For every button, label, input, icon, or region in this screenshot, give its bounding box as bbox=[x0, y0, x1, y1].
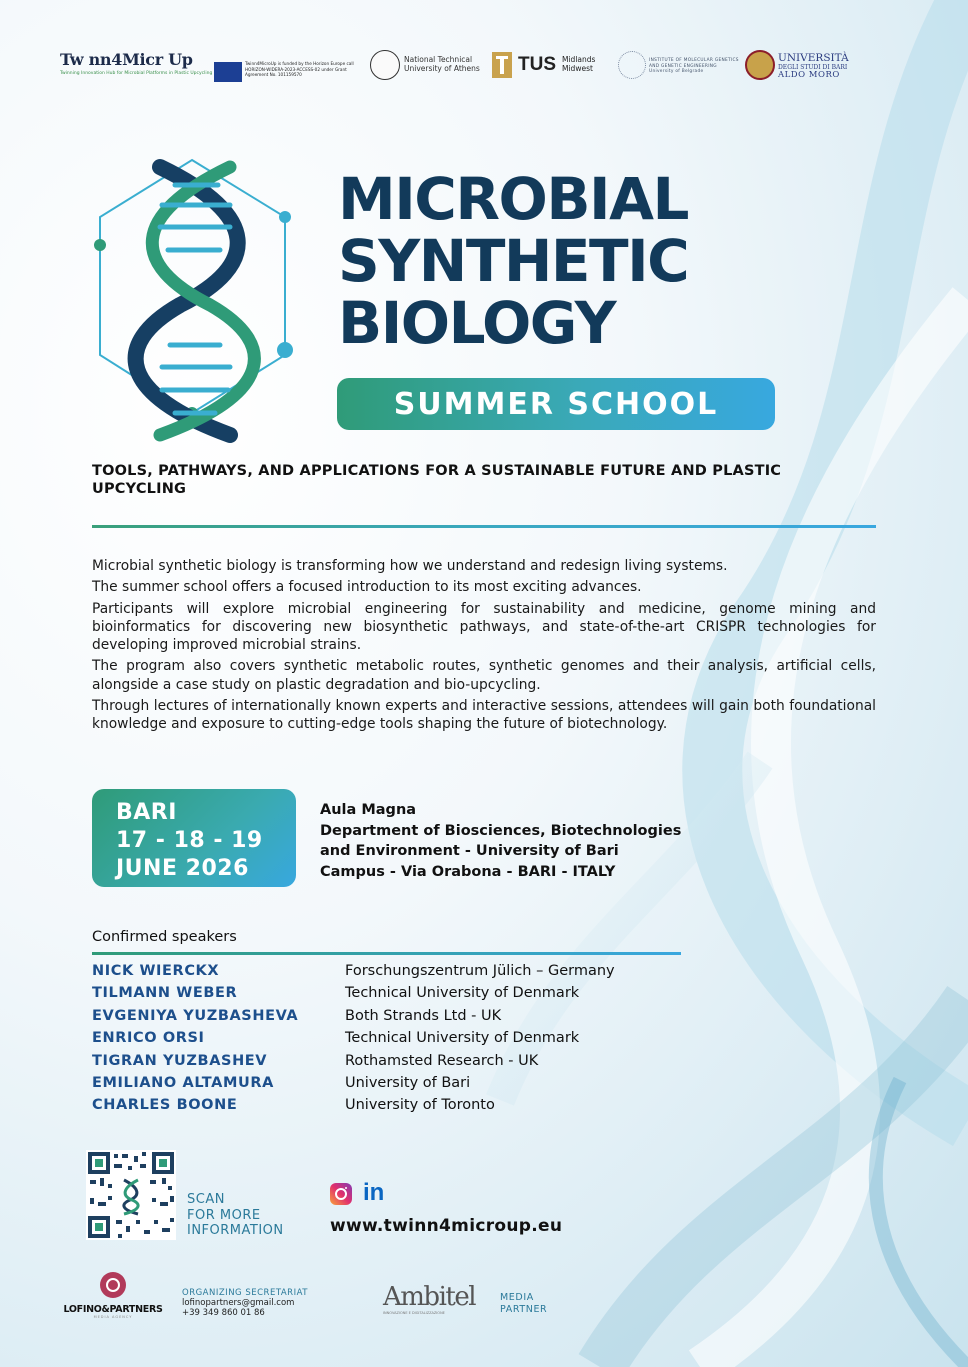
ntua-line1: National Technical bbox=[404, 55, 473, 64]
twinn4microup-logo bbox=[60, 50, 213, 90]
secretariat-phone: +39 349 860 01 86 bbox=[182, 1308, 265, 1318]
tus-mark-icon bbox=[492, 52, 512, 78]
intro-paragraph: The summer school offers a focused introduction to its most exciting advances. bbox=[92, 579, 642, 596]
social-links bbox=[330, 1179, 390, 1209]
intro-paragraph: The program also covers synthetic metabolic routes, synthetic genomes and their analysis, artificial cells, alongside a case study on plastic degradation and bio-upcycling. bbox=[92, 658, 876, 693]
eu-funding-logo bbox=[214, 60, 359, 84]
intro-paragraph: Participants will explore microbial engineering for sustainability and medicine, genome mining and bioinformatics for discovering new biosynthetic pathways, and state-of-the-art CRISPR technologies for developing improved microbial strains. bbox=[92, 600, 876, 654]
secretariat-heading: ORGANIZING SECRETARIAT bbox=[182, 1288, 308, 1298]
ambitel-logo bbox=[383, 1283, 478, 1323]
page-title bbox=[338, 165, 689, 357]
uniba-line2: DEGLI STUDI DI BARI bbox=[778, 64, 848, 71]
scan-line3: INFORMATION bbox=[187, 1223, 284, 1238]
event-days: 17 - 18 - 19 bbox=[116, 828, 263, 853]
speakers-heading: Confirmed speakers bbox=[92, 929, 237, 945]
imgge-line2: AND GENETIC ENGINEERING bbox=[649, 63, 717, 69]
ntua-logo bbox=[370, 50, 482, 82]
media-line2: PARTNER bbox=[500, 1304, 548, 1315]
event-date-box bbox=[92, 789, 296, 887]
speakers-list bbox=[92, 963, 732, 1120]
ambitel-sub: INNOVAZIONE E DIGITALIZZAZIONE bbox=[383, 1311, 445, 1315]
tus-line2: Midwest bbox=[562, 63, 593, 73]
instagram-icon[interactable] bbox=[330, 1183, 352, 1205]
uniba-line1: UNIVERSITÀ bbox=[778, 52, 849, 64]
scan-line2: FOR MORE bbox=[187, 1207, 261, 1223]
speaker-row bbox=[92, 963, 732, 985]
intro-paragraph: Through lectures of internationally known experts and interactive sessions, attendees will gain both foundational knowledge and exposure to cutting-edge tools shaping the future of biotechnology. bbox=[92, 698, 876, 733]
speaker-affiliation: University of Bari bbox=[345, 1074, 471, 1091]
speaker-name: EMILIANO ALTAMURA bbox=[92, 1074, 274, 1091]
tus-subtitle bbox=[562, 56, 595, 73]
venue-line: and Environment - University of Bari bbox=[320, 843, 619, 859]
dna-helix-icon bbox=[90, 155, 295, 445]
imgge-line1: INSTITUTE OF MOLECULAR GENETICS bbox=[649, 58, 739, 63]
lofino-sub: MEDIA AGENCY bbox=[93, 1315, 133, 1319]
media-partner-label bbox=[500, 1292, 547, 1316]
speaker-affiliation: Rothamsted Research - UK bbox=[345, 1052, 539, 1069]
speaker-name: ENRICO ORSI bbox=[92, 1030, 205, 1047]
imgge-logo-text bbox=[649, 58, 739, 75]
uniba-seal-icon bbox=[745, 50, 775, 80]
speaker-affiliation: University of Toronto bbox=[345, 1097, 495, 1114]
ntua-line2: University of Athens bbox=[404, 64, 480, 73]
speaker-name: TILMANN WEBER bbox=[92, 985, 238, 1002]
website-link[interactable]: www.twinn4microup.eu bbox=[330, 1216, 563, 1236]
lofino-rose-icon bbox=[100, 1272, 126, 1298]
eu-funding-text: Twinn4MicroUp is funded by the Horizon Europe call HORIZON-WIDERA-2023-ACCESS-02 under Grant Agreement No. 101159570 bbox=[245, 61, 354, 78]
tus-line1: Midlands bbox=[562, 55, 596, 64]
lofino-name: LOFINO&PARTNERS bbox=[63, 1304, 163, 1315]
uniba-logo-text bbox=[778, 53, 849, 80]
speaker-row bbox=[92, 1030, 732, 1052]
speaker-affiliation: Technical University of Denmark bbox=[345, 985, 580, 1002]
speaker-affiliation: Both Strands Ltd - UK bbox=[345, 1007, 502, 1024]
speaker-row bbox=[92, 1075, 732, 1097]
subtitle: TOOLS, PATHWAYS, AND APPLICATIONS FOR A SUSTAINABLE FUTURE AND PLASTIC UPCYCLING bbox=[92, 463, 782, 497]
speaker-name: TIGRAN YUZBASHEV bbox=[92, 1052, 268, 1069]
media-line1: MEDIA bbox=[500, 1292, 534, 1303]
tus-logo bbox=[492, 52, 604, 80]
divider bbox=[92, 525, 876, 528]
title-line3: BIOLOGY bbox=[338, 289, 616, 357]
venue-line: Aula Magna bbox=[320, 802, 417, 818]
event-month-year: JUNE 2026 bbox=[116, 856, 249, 881]
speaker-affiliation: Forschungszentrum Jülich – Germany bbox=[345, 963, 615, 979]
venue-line: Department of Biosciences, Biotechnologies bbox=[320, 822, 682, 839]
ntua-seal-icon bbox=[370, 50, 400, 80]
speaker-name: NICK WIERCKX bbox=[92, 963, 220, 979]
scan-info bbox=[187, 1192, 284, 1239]
speaker-name: EVGENIYA YUZBASHEVA bbox=[92, 1007, 299, 1024]
imgge-line3: University of Belgrade bbox=[649, 69, 704, 74]
linkedin-icon[interactable]: in bbox=[363, 1179, 385, 1206]
lofino-partners-logo bbox=[58, 1272, 168, 1322]
speaker-row bbox=[92, 1008, 732, 1030]
imgge-logo bbox=[618, 51, 738, 81]
speakers-divider bbox=[92, 952, 681, 955]
title-line1: MICROBIAL bbox=[338, 165, 688, 233]
organizing-secretariat bbox=[182, 1288, 308, 1318]
event-venue bbox=[320, 800, 681, 882]
scan-line1: SCAN bbox=[187, 1192, 225, 1207]
uniba-logo bbox=[745, 50, 855, 82]
qr-code[interactable] bbox=[86, 1150, 176, 1240]
event-city: BARI bbox=[116, 800, 177, 825]
uniba-line3: ALDO MORO bbox=[778, 70, 840, 80]
twinn-logo-tagline: Twinning Innovation Hub for Microbial Platforms in Plastic Upcycling bbox=[60, 71, 213, 76]
tus-word: TUS bbox=[518, 54, 556, 75]
ntua-logo-text bbox=[404, 55, 480, 73]
speaker-affiliation: Technical University of Denmark bbox=[345, 1030, 580, 1047]
intro-paragraph: Microbial synthetic biology is transforming how we understand and redesign living systems. bbox=[92, 558, 728, 574]
summer-school-badge: SUMMER SCHOOL bbox=[337, 378, 775, 430]
ambitel-word: Ambitel bbox=[383, 1282, 476, 1312]
speaker-row bbox=[92, 1053, 732, 1075]
venue-line: Campus - Via Orabona - BARI - ITALY bbox=[320, 863, 616, 880]
twinn-logo-name: Tw nn4Micr Up bbox=[60, 50, 193, 69]
intro-text bbox=[92, 557, 876, 737]
secretariat-email[interactable]: lofinopartners@gmail.com bbox=[182, 1298, 295, 1308]
eu-flag-icon bbox=[214, 62, 242, 82]
speaker-row bbox=[92, 985, 732, 1007]
imgge-circle-icon bbox=[618, 51, 646, 79]
speaker-name: CHARLES BOONE bbox=[92, 1097, 238, 1114]
speaker-row bbox=[92, 1097, 732, 1119]
title-line2: SYNTHETIC bbox=[338, 227, 689, 295]
